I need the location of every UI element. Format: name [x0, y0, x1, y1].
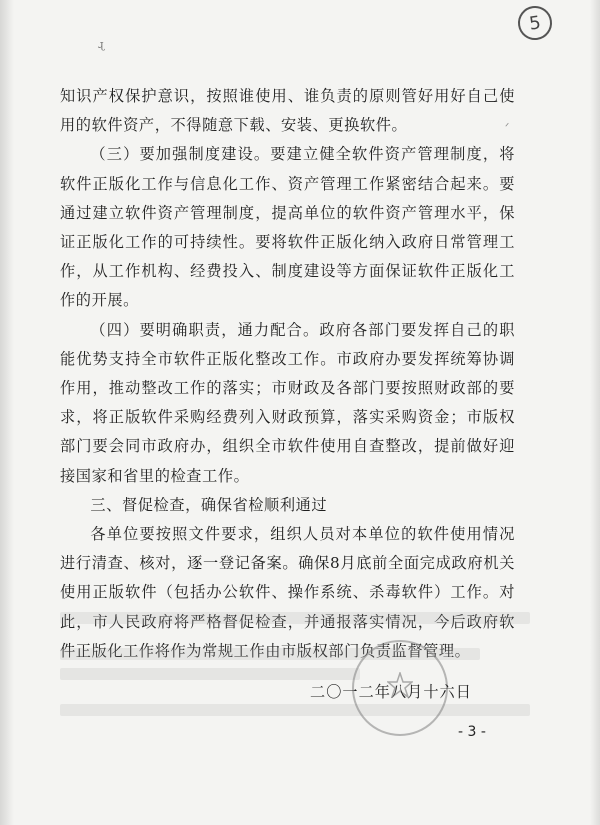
handwritten-page-mark: 5: [516, 4, 554, 42]
page-number: - 3 -: [458, 724, 486, 740]
paragraph-institutional-building: （三）要加强制度建设。要建立健全软件资产管理制度，将软件正版化工作与信息化工作、资产管理工作紧密结合起来。要通过建立软件资产管理制度，提高单位的软件资产管理水平，保证正版化工作的可持续性。要将软件正版化纳入政府日常管理工作，从工作机构、经费投入、制度建设等方面保证软件正版化工作的开展。: [60, 145, 515, 310]
scan-edge-left: [0, 0, 14, 825]
paragraph-continuation: 知识产权保护意识，按照谁使用、谁负责的原则管好用好自己使用的软件资产，不得随意下载、安装、更换软件。: [60, 87, 515, 135]
body-text: [60, 82, 515, 666]
paragraph-responsibilities: （四）要明确职责，通力配合。政府各部门要发挥自己的职能优势支持全市软件正版化整改工作。市政府办要发挥统筹协调作用，推动整改工作的落实；市财政及各部门要按照财政部的要求，将正版软件采购经费列入财政预算，落实采购资金；市版权部门要会同市政府办，组织全市软件使用自查整改，提前做好迎接国家和省里的检查工作。: [60, 320, 515, 485]
document-date: 二〇一二年八月十六日: [310, 683, 472, 701]
bleed-through-line: [60, 668, 360, 680]
bleed-through-line: [60, 612, 530, 624]
pen-mark: ɻ: [98, 38, 105, 51]
paragraph-supervision: 各单位要按照文件要求，组织人员对本单位的软件使用情况进行清查、核对，逐一登记备案。确保8月底前全面完成政府机关使用正版软件（包括办公软件、操作系统、杀毒软件）工作。对此，市人民政府将严格督促检查，并通报落实情况，今后政府软件正版化工作将作为常规工作由市版权部门负责监督管理。: [60, 525, 515, 660]
section-heading-supervision: 三、督促检查，确保省检顺利通过: [90, 495, 328, 514]
stray-ink-mark: ᐟ: [505, 122, 510, 133]
bleed-through-line: [60, 704, 530, 716]
scan-edge-right: [590, 0, 600, 825]
